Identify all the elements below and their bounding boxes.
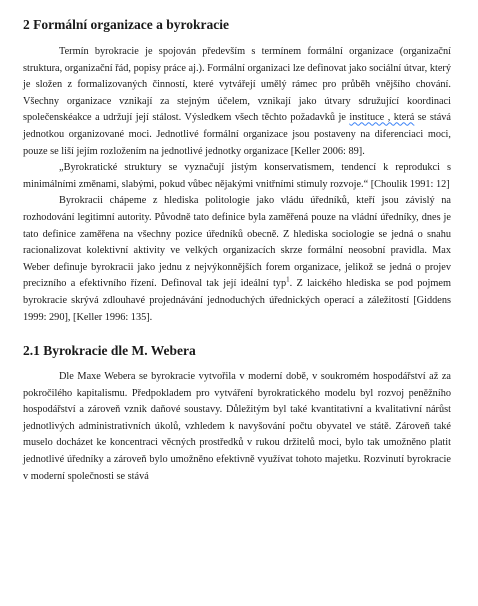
paragraph: [23, 44, 451, 160]
section-heading: 2 Formální organizace a byrokracie: [23, 17, 229, 32]
subsection-heading: 2.1 Byrokracie dle M. Webera: [23, 343, 196, 359]
paragraph: [23, 193, 451, 326]
footnote-reference[interactable]: 1: [286, 275, 290, 284]
paragraph: Dle Maxe Webera se byrokracie vytvořila v moderní době, v soukromém hospodářství až za pokročilého kapitalismu. Předpokladem pro vytváření byrokratického modelu byl rozvoj peněžního hospodářství a zároveň vznik daňové soustavy. Důležitým byl také kvantitativní a kvalitativní nárůst jednotlivých administrativních úkolů, vzhledem k navyšování počtu obyvatel ve státě. Zároveň také muselo docházet ke koncentraci věcných prostředků v rukou držitelů moci, bylo tak umožněno platit jednotlivé úředníky a zároveň bylo umožněno efektivně využívat tohoto majetku. Rozvinutí byrokracie v moderní společnosti se stává: [23, 371, 451, 482]
quote-paragraph: „Byrokratické struktury se vyznačují jistým konservatismem, tendencí k reprodukci s minimálními změnami, slabými, pokud vůbec nějakými vnitřními stimuly rozvoje.“ [Choulik 1991: 12]: [23, 162, 451, 190]
paragraph-text: . Z laického hlediska se pod pojmem byrokracie skrývá zdlouhavé projednávání jednoduchých úřednických operací a záležitostí [Giddens 1999: 290], [Keller 1996: 135].: [23, 278, 451, 323]
document-page: [23, 16, 451, 485]
paragraph-text: se stává jednotkou organizované moci. Jednotlivé formální organizace jsou postaveny na diferenciaci moci, pouze se liší jejím rozložením na jednotlivé jednotky organizace [Keller 2006: 89].: [23, 112, 451, 157]
paragraph-text: Termín byrokracie je spojován především s termínem formální organizace (organizační struktura, organizační řád, popisy práce aj.). Formální organizaci lze definovat jako sociální útvar, který je složen z formalizovaných činností, které vytvářejí umělý rámec pro průběh vnějšího chování. Všechny organizace vznikají za stejným účelem, vznikají jako útvary sdružující koordinaci společenskéakce a udržují její stálost. Výsledkem všech těchto požadavků je: [23, 46, 451, 124]
grammar-flagged-text[interactable]: instituce , která: [349, 112, 415, 124]
paragraph-text: Byrokracii chápeme z hlediska politologie jako vládu úředníků, kteří jsou závislý na rozhodování legitimní autority. Původně tato definice byla zaměřená pouze na vládní úředníky, dnes je tato definice zaměřena na všechny pozice úředníků obecně. Z hlediska sociologie se jedná o snahu racionalizovat kolektivní aktivity ve velkých organizacích skrze formální neosobní pravidla. Max Weber definuje byrokracii jako jednu z nejvýkonnějších forem organizace, jelikož se jedná o projev precizního a efektivního řízení. Definoval tak její ideální typ: [23, 195, 451, 290]
